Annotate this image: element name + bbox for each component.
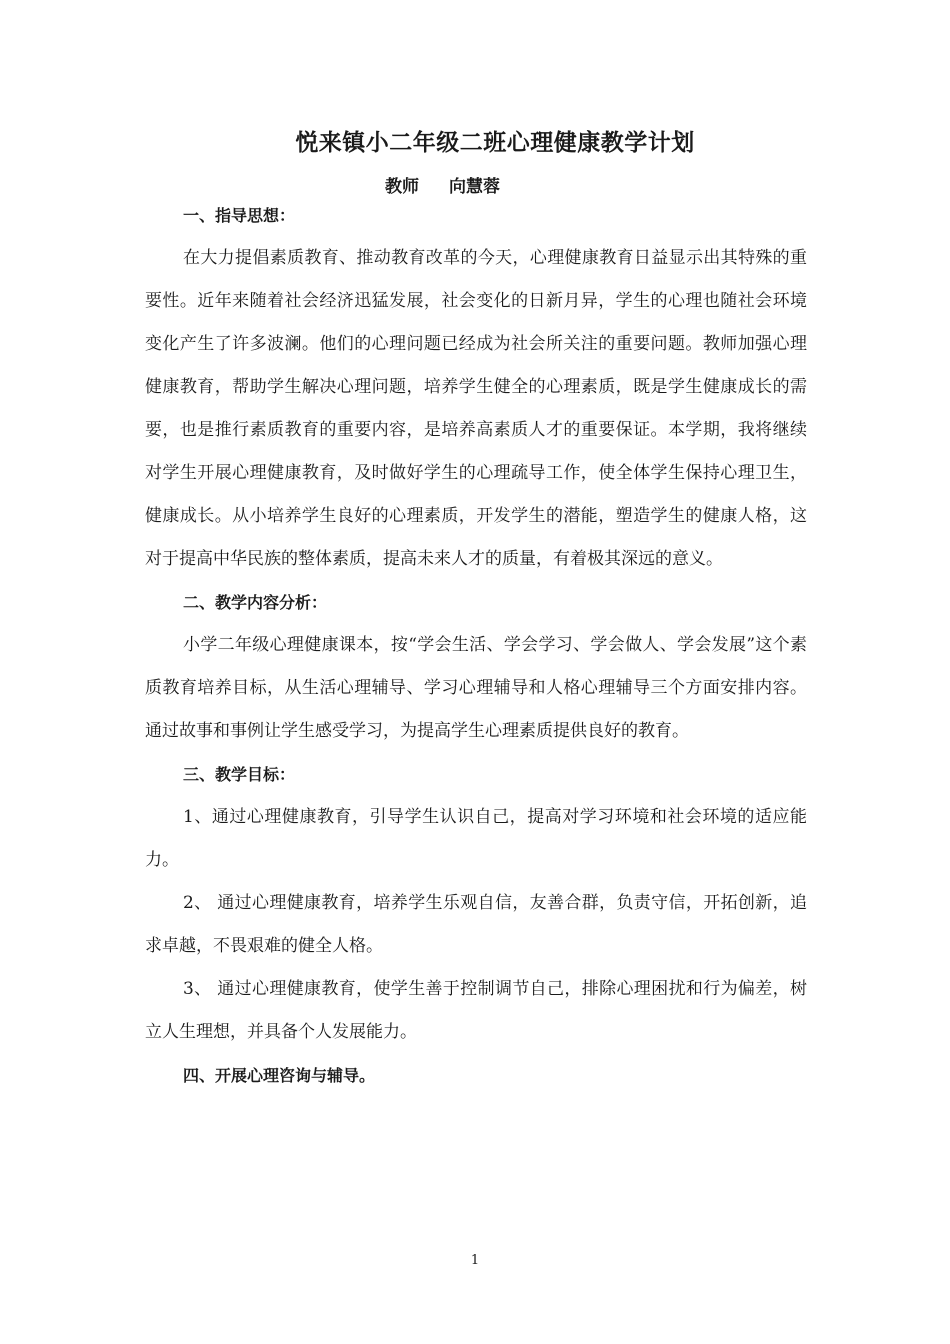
document-body	[145, 194, 807, 1097]
author-name: 向慧蓉	[449, 177, 500, 197]
paragraph-goal-1: 1、通过心理健康教育，引导学生认识自己，提高对学习环境和社会环境的适应能力。	[145, 807, 807, 870]
author-label: 教师	[385, 177, 419, 197]
page-number: 1	[470, 1253, 480, 1268]
paragraph-goal-2: 2、 通过心理健康教育，培养学生乐观自信，友善合群，负责守信，开拓创新，追求卓越，不畏艰难的健全人格。	[145, 893, 807, 956]
section-heading-teaching-goals: 三、教学目标：	[183, 765, 296, 784]
paragraph-content-analysis: 小学二年级心理健康课本，按“学会生活、学会学习、学会做人、学会发展”这个素质教育培养目标，从生活心理辅导、学习心理辅导和人格心理辅导三个方面安排内容。通过故事和事例让学生感受学习，为提高学生心理素质提供良好的教育。	[145, 635, 807, 741]
paragraph-goal-3: 3、 通过心理健康教育，使学生善于控制调节自己，排除心理困扰和行为偏差，树立人生理想，并具备个人发展能力。	[145, 979, 807, 1042]
paragraph-guiding-thought: 在大力提倡素质教育、推动教育改革的今天，心理健康教育日益显示出其特殊的重要性。近年来随着社会经济迅猛发展，社会变化的日新月异，学生的心理也随社会环境变化产生了许多波澜。他们的心理问题已经成为社会所关注的重要问题。教师加强心理健康教育，帮助学生解决心理问题，培养学生健全的心理素质，既是学生健康成长的需要，也是推行素质教育的重要内容，是培养高素质人才的重要保证。本学期，我将继续对学生开展心理健康教育，及时做好学生的心理疏导工作，使全体学生保持心理卫生，健康成长。从小培养学生良好的心理素质，开发学生的潜能，塑造学生的健康人格，这对于提高中华民族的整体素质，提高未来人才的质量，有着极其深远的意义。	[145, 248, 807, 569]
section-heading-counseling: 四、开展心理咨询与辅导。	[183, 1066, 376, 1085]
section-heading-guiding-thought: 一、指导思想：	[183, 206, 296, 225]
section-heading-content-analysis: 二、教学内容分析：	[183, 593, 328, 612]
document-title: 悦来镇小二年级二班心理健康教学计划	[295, 130, 695, 156]
